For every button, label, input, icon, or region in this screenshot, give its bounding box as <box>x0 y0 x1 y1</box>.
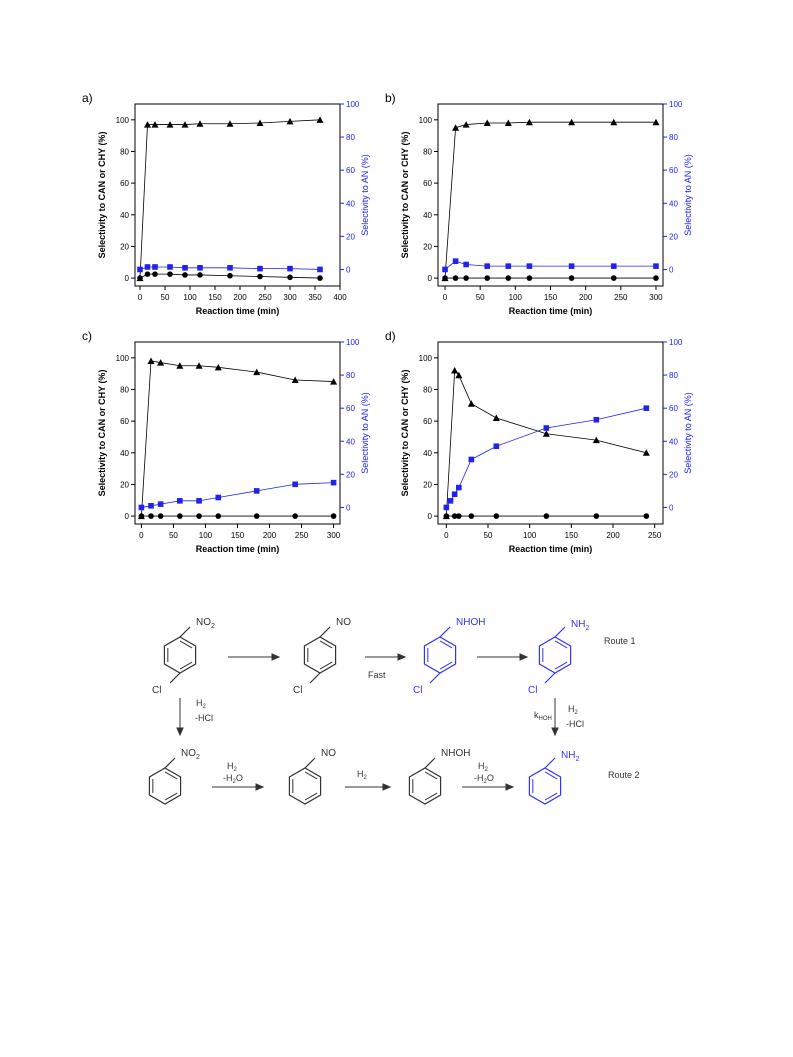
marker-triangle <box>493 414 500 421</box>
plot-frame <box>438 342 663 524</box>
chart-a <box>80 90 380 320</box>
marker-square <box>158 501 164 507</box>
x-tick-label: 0 <box>444 531 449 540</box>
y-right-tick-label: 40 <box>346 199 355 209</box>
y-right-axis-label: Selectivity to AN (%) <box>360 154 370 236</box>
marker-square <box>287 266 293 272</box>
x-tick-label: 50 <box>475 293 485 302</box>
marker-square <box>196 498 202 504</box>
y-right-tick-label: 60 <box>346 166 355 176</box>
x-tick-label: 200 <box>262 531 277 540</box>
marker-circle <box>506 275 512 281</box>
marker-triangle <box>451 367 458 374</box>
label-nh2-bottom: $NH_2$ <box>561 750 580 763</box>
ring-chloronitrosobenzene <box>304 627 335 683</box>
marker-circle <box>463 275 469 281</box>
y-right-tick-label: 80 <box>346 371 355 381</box>
ring-phenylhydroxylamine <box>409 758 440 804</box>
ring-double-bond <box>180 662 192 669</box>
x-tick-label: 300 <box>283 293 297 302</box>
y-right-tick-label: 40 <box>669 437 678 447</box>
marker-circle <box>653 275 659 281</box>
x-tick-label: 50 <box>483 531 493 540</box>
arrow-5-head <box>383 784 390 790</box>
y-right-tick-label: 40 <box>346 437 355 447</box>
panel-label: d) <box>385 329 396 343</box>
y-left-axis-label: Selectivity to CAN or CHY (%) <box>97 131 107 259</box>
reagent-fast: Fast <box>368 670 386 680</box>
arrow-4-head <box>256 784 263 790</box>
x-tick-label: 50 <box>160 293 170 302</box>
label-cl-1: Cl <box>152 685 162 696</box>
y-right-tick-label: 20 <box>669 232 678 242</box>
y-right-tick-label: 0 <box>669 503 674 513</box>
marker-square <box>494 443 500 449</box>
y-right-tick-label: 60 <box>669 166 678 176</box>
reagent-h2o-a: $-H_2O$ <box>223 773 243 785</box>
marker-circle <box>544 513 550 519</box>
panel-label: b) <box>385 91 396 105</box>
y-right-axis-label: Selectivity to AN (%) <box>360 392 370 474</box>
ring-double-bond <box>165 772 177 779</box>
arrow-2-head <box>398 654 405 660</box>
y-left-tick-label: 0 <box>124 512 129 522</box>
y-right-axis-label: Selectivity to AN (%) <box>683 392 693 474</box>
y-left-tick-label: 40 <box>120 448 129 458</box>
substituent-bond <box>320 627 330 637</box>
plot-frame <box>135 104 340 286</box>
reaction-scheme <box>0 600 793 830</box>
y-left-tick-label: 20 <box>120 242 129 252</box>
marker-square <box>442 267 448 273</box>
ring-double-bond <box>545 793 557 800</box>
y-left-tick-label: 0 <box>427 512 432 522</box>
y-left-tick-label: 100 <box>115 353 129 363</box>
marker-triangle <box>452 124 459 131</box>
y-left-tick-label: 40 <box>423 448 432 458</box>
marker-circle <box>148 513 154 519</box>
marker-circle <box>527 275 533 281</box>
ring-outline <box>409 768 440 804</box>
x-axis-label: Reaction time (min) <box>195 306 280 316</box>
chart-c <box>80 328 380 558</box>
y-right-axis-label: Selectivity to AN (%) <box>683 154 693 236</box>
marker-square <box>463 262 469 268</box>
marker-circle <box>139 513 145 519</box>
marker-circle <box>317 275 323 281</box>
marker-square <box>452 491 458 497</box>
marker-circle <box>469 513 475 519</box>
chloro-bond <box>430 673 440 683</box>
marker-square <box>544 425 550 431</box>
ring-double-bond <box>440 641 452 648</box>
series-line-triangle <box>445 122 656 278</box>
marker-square <box>177 498 183 504</box>
y-right-tick-label: 80 <box>346 133 355 143</box>
marker-square <box>145 264 151 270</box>
chart-panel-d <box>383 328 703 558</box>
ring-double-bond <box>555 662 567 669</box>
ring-outline <box>424 637 455 673</box>
series-line-square <box>141 483 333 508</box>
ring-nitrobenzene <box>149 758 180 804</box>
marker-square <box>448 498 454 504</box>
marker-square <box>257 266 263 272</box>
ring-outline <box>304 637 335 673</box>
label-no-top: NO <box>336 617 351 628</box>
route-1-label: Route 1 <box>604 636 636 646</box>
ring-double-bond <box>320 641 332 648</box>
y-right-tick-label: 20 <box>346 470 355 480</box>
series-line-square <box>445 261 656 269</box>
marker-triangle <box>543 430 550 437</box>
y-left-tick-label: 40 <box>120 210 129 220</box>
marker-square <box>469 457 475 463</box>
series-line-triangle <box>140 120 320 278</box>
chloro-bond <box>170 673 180 683</box>
ring-double-bond <box>180 641 192 648</box>
marker-circle <box>145 271 151 277</box>
y-right-tick-label: 100 <box>669 100 683 109</box>
substituent-bond <box>425 758 435 768</box>
ring-outline <box>529 768 560 804</box>
ring-double-bond <box>305 772 317 779</box>
y-left-tick-label: 80 <box>120 385 129 395</box>
x-tick-label: 50 <box>168 531 178 540</box>
marker-square <box>215 495 221 501</box>
y-right-tick-label: 60 <box>669 404 678 414</box>
x-tick-label: 150 <box>230 531 245 540</box>
marker-square <box>453 258 459 264</box>
plot-frame <box>438 104 663 286</box>
y-left-tick-label: 40 <box>423 210 432 220</box>
route-2-label: Route 2 <box>608 770 640 780</box>
ring-chloronitrobenzene <box>164 627 195 683</box>
x-tick-label: 300 <box>326 531 341 540</box>
x-tick-label: 250 <box>647 531 662 540</box>
x-tick-label: 0 <box>139 531 144 540</box>
y-left-tick-label: 100 <box>115 115 129 125</box>
marker-square <box>148 503 154 509</box>
y-right-tick-label: 100 <box>669 338 683 347</box>
y-left-tick-label: 0 <box>124 274 129 284</box>
marker-circle <box>152 271 158 277</box>
ring-outline <box>164 637 195 673</box>
reagent-h2-c: $H_2$ <box>478 761 488 773</box>
marker-square <box>254 488 260 494</box>
y-left-tick-label: 60 <box>423 179 432 189</box>
marker-circle <box>197 272 203 278</box>
marker-square <box>644 405 650 411</box>
substituent-bond <box>555 627 565 637</box>
marker-circle <box>453 275 459 281</box>
y-right-tick-label: 20 <box>346 232 355 242</box>
y-right-tick-label: 100 <box>346 338 360 347</box>
ring-double-bond <box>555 641 567 648</box>
y-left-tick-label: 80 <box>120 147 129 157</box>
marker-square <box>484 263 490 269</box>
ring-chloroaniline <box>539 627 570 683</box>
x-tick-label: 100 <box>508 293 523 302</box>
marker-circle <box>287 274 293 280</box>
x-tick-label: 200 <box>233 293 247 302</box>
y-right-tick-label: 0 <box>346 503 351 513</box>
marker-square <box>653 263 659 269</box>
marker-circle <box>137 275 143 281</box>
reagent-h2-a: $H_2$ <box>227 761 237 773</box>
marker-circle <box>158 513 164 519</box>
ring-double-bond <box>305 793 317 800</box>
y-left-tick-label: 80 <box>423 147 432 157</box>
marker-square <box>456 485 462 491</box>
series-line-triangle <box>446 370 646 516</box>
reagent-hcl-left: -HCl <box>195 713 213 723</box>
marker-square <box>594 417 600 423</box>
marker-triangle <box>468 400 475 407</box>
x-tick-label: 0 <box>137 293 143 302</box>
chart-panel-c <box>80 328 380 558</box>
arrow-3-head <box>520 654 527 660</box>
ring-double-bond <box>545 772 557 779</box>
chart-b <box>383 90 703 320</box>
y-left-tick-label: 0 <box>427 274 432 284</box>
marker-circle <box>177 513 183 519</box>
substituent-bond <box>180 627 190 637</box>
marker-circle <box>331 513 337 519</box>
marker-circle <box>444 513 450 519</box>
marker-circle <box>611 275 617 281</box>
reagent-h2o-c: $-H_2O$ <box>474 773 494 785</box>
marker-circle <box>257 274 263 280</box>
marker-square <box>527 263 533 269</box>
x-axis-label: Reaction time (min) <box>508 544 593 554</box>
marker-circle <box>196 513 202 519</box>
label-cl-4: Cl <box>528 685 538 696</box>
x-tick-label: 200 <box>606 531 620 540</box>
marker-square <box>227 265 233 271</box>
marker-square <box>167 264 173 270</box>
x-axis-label: Reaction time (min) <box>195 544 280 554</box>
chloro-bond <box>545 673 555 683</box>
panel-label: c) <box>82 329 92 343</box>
arrow-down-left-head <box>177 728 183 735</box>
arrow-1-head <box>272 654 279 660</box>
marker-circle <box>484 275 490 281</box>
y-left-tick-label: 100 <box>418 353 432 363</box>
y-right-tick-label: 80 <box>669 133 678 143</box>
marker-circle <box>494 513 500 519</box>
x-tick-label: 200 <box>578 293 593 302</box>
x-tick-label: 250 <box>294 531 309 540</box>
marker-square <box>331 480 337 486</box>
x-tick-label: 150 <box>564 531 579 540</box>
ring-double-bond <box>425 772 437 779</box>
marker-square <box>506 263 512 269</box>
y-right-tick-label: 0 <box>346 265 351 275</box>
x-tick-label: 100 <box>198 531 213 540</box>
marker-circle <box>167 271 173 277</box>
marker-square <box>197 265 203 271</box>
series-line-triangle <box>141 361 333 516</box>
y-left-tick-label: 80 <box>423 385 432 395</box>
reagent-hcl-right: -HCl <box>566 719 584 729</box>
label-nh2-top: $NH_2$ <box>571 619 590 632</box>
marker-circle <box>569 275 575 281</box>
chart-panel-b <box>383 90 703 320</box>
reagent-h2-right: $H_2$ <box>568 704 578 716</box>
y-right-tick-label: 80 <box>669 371 678 381</box>
marker-circle <box>644 513 650 519</box>
x-tick-label: 100 <box>522 531 537 540</box>
x-tick-label: 150 <box>208 293 222 302</box>
y-right-tick-label: 0 <box>669 265 674 275</box>
ring-double-bond <box>320 662 332 669</box>
marker-square <box>569 263 575 269</box>
ring-nitrosobenzene <box>289 758 320 804</box>
label-nhoh-bottom: NHOH <box>441 748 471 759</box>
y-left-axis-label: Selectivity to CAN or CHY (%) <box>400 131 410 259</box>
arrow-down-right-head <box>552 728 558 735</box>
substituent-bond <box>440 627 450 637</box>
x-tick-label: 150 <box>543 293 558 302</box>
y-right-tick-label: 20 <box>669 470 678 480</box>
substituent-bond <box>305 758 315 768</box>
x-tick-label: 250 <box>258 293 272 302</box>
chart-d <box>383 328 703 558</box>
substituent-bond <box>165 758 175 768</box>
x-tick-label: 300 <box>649 293 663 302</box>
arrow-6-head <box>506 784 513 790</box>
marker-circle <box>442 275 448 281</box>
marker-circle <box>456 513 462 519</box>
reagent-h2-b: $H_2$ <box>357 769 367 781</box>
marker-square <box>444 505 450 511</box>
y-left-axis-label: Selectivity to CAN or CHY (%) <box>97 369 107 497</box>
y-left-tick-label: 100 <box>418 115 432 125</box>
x-tick-label: 100 <box>183 293 197 302</box>
ring-outline <box>539 637 570 673</box>
ring-double-bond <box>425 793 437 800</box>
ring-double-bond <box>165 793 177 800</box>
x-tick-label: 350 <box>308 293 322 302</box>
series-line-square <box>446 408 646 507</box>
y-left-tick-label: 20 <box>120 480 129 490</box>
y-right-tick-label: 60 <box>346 404 355 414</box>
label-no-bottom: NO <box>321 748 336 759</box>
label-cl-3: Cl <box>413 685 423 696</box>
label-no2-top: $NO_2$ <box>196 617 215 630</box>
reagent-h2-left: $H_2$ <box>196 698 206 710</box>
y-left-tick-label: 60 <box>423 417 432 427</box>
marker-square <box>317 267 323 273</box>
x-axis-label: Reaction time (min) <box>508 306 593 316</box>
marker-square <box>292 481 298 487</box>
marker-square <box>139 505 145 511</box>
x-tick-label: 400 <box>333 293 347 302</box>
reagent-k-hoh: $k_{HOH}$ <box>534 710 552 722</box>
y-right-tick-label: 100 <box>346 100 360 109</box>
ring-outline <box>149 768 180 804</box>
marker-circle <box>254 513 260 519</box>
x-tick-label: 0 <box>442 293 448 302</box>
marker-circle <box>594 513 600 519</box>
ring-chlorophenylhydroxylamine <box>424 627 455 683</box>
marker-circle <box>227 273 233 279</box>
marker-square <box>152 264 158 270</box>
marker-square <box>137 267 143 273</box>
marker-square <box>182 265 188 271</box>
substituent-bond <box>545 758 555 768</box>
ring-aniline <box>529 758 560 804</box>
y-left-axis-label: Selectivity to CAN or CHY (%) <box>400 369 410 497</box>
label-nhoh-top: NHOH <box>456 617 486 628</box>
marker-circle <box>182 272 188 278</box>
marker-square <box>611 263 617 269</box>
y-left-tick-label: 20 <box>423 480 432 490</box>
x-tick-label: 250 <box>614 293 628 302</box>
chart-panel-a <box>80 90 380 320</box>
panel-label: a) <box>82 91 93 105</box>
marker-circle <box>215 513 221 519</box>
y-right-tick-label: 40 <box>669 199 678 209</box>
ring-double-bond <box>440 662 452 669</box>
y-left-tick-label: 60 <box>120 179 129 189</box>
y-left-tick-label: 60 <box>120 417 129 427</box>
ring-outline <box>289 768 320 804</box>
marker-circle <box>292 513 298 519</box>
label-no2-bottom: $NO_2$ <box>181 748 200 761</box>
label-cl-2: Cl <box>293 685 303 696</box>
chloro-bond <box>310 673 320 683</box>
marker-triangle <box>148 357 155 364</box>
y-left-tick-label: 20 <box>423 242 432 252</box>
